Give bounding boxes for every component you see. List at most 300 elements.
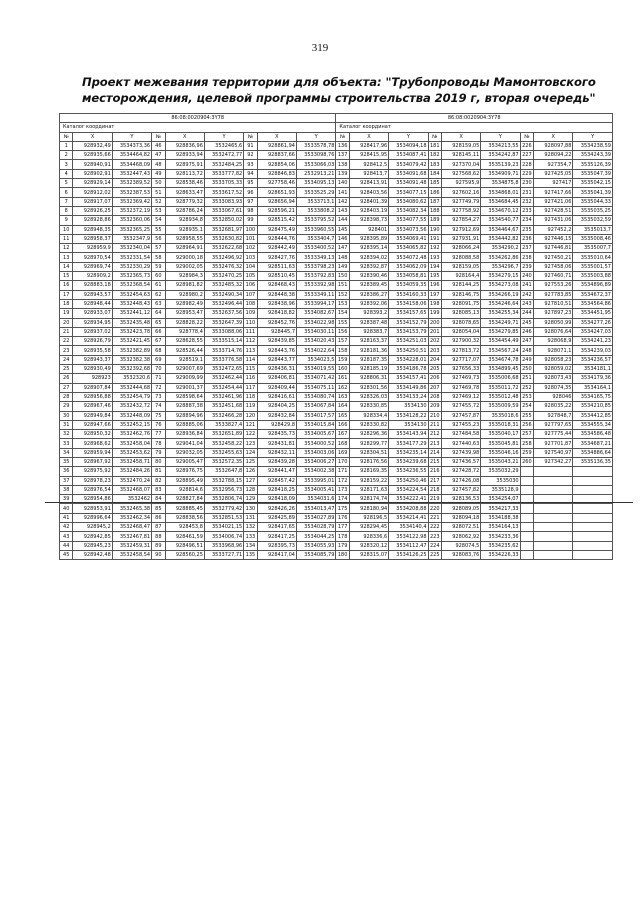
y-coordinate-cell — [573, 476, 613, 485]
y-coordinate-cell: 3534226,33 — [481, 550, 520, 559]
y-coordinate-cell: 3533777,82 — [204, 169, 243, 178]
x-coordinate-cell: 928416,61 — [257, 392, 296, 401]
x-coordinate-cell: 927458,06 — [534, 262, 573, 271]
x-coordinate-cell: 928933,07 — [73, 309, 112, 318]
point-number-cell: 212 — [429, 431, 440, 438]
y-coordinate-cell — [573, 541, 613, 550]
x-coordinate-cell: 928059,02 — [534, 365, 573, 374]
point-number-cell: 196 — [429, 282, 440, 289]
point-number-cell: 44 — [60, 541, 73, 550]
point-number-cell: 88 — [152, 532, 165, 541]
point-number-cell: 36 — [60, 467, 73, 476]
y-coordinate-cell: 3532448,09 — [112, 411, 151, 420]
y-coordinate-cell: 3532956,73 — [204, 485, 243, 494]
point-number-cell: 167 — [337, 431, 348, 438]
point-number-cell: 61 — [152, 281, 165, 290]
y-coordinate-cell: 3534031,6 — [297, 495, 336, 504]
y-coordinate-cell: 3534157,65 — [389, 309, 428, 318]
y-coordinate-cell: 3532630,82 — [204, 234, 243, 243]
x-coordinate-cell: 927439,98 — [441, 448, 480, 457]
y-coordinate-cell: 3534022,98 — [297, 318, 336, 327]
y-coordinate-cell: 2532913,21 — [297, 169, 336, 178]
y-coordinate-cell: 3534021,15 — [204, 523, 243, 532]
x-coordinate-cell: 928071,1 — [534, 346, 573, 355]
point-number-cell: 207 — [429, 384, 440, 391]
y-coordinate-cell: 3535128,9 — [481, 485, 520, 494]
x-coordinate-cell: 928094,18 — [441, 513, 480, 522]
x-coordinate-cell: 927342,27 — [534, 457, 573, 466]
point-number-cell: 203 — [429, 347, 440, 354]
y-coordinate-cell: 3534177,29 — [389, 439, 428, 448]
point-number-cell: 70 — [152, 365, 165, 374]
y-coordinate-cell: 3533968,96 — [204, 541, 243, 550]
x-coordinate-cell: 928519,1 — [165, 355, 204, 364]
x-coordinate-cell: 928074,35 — [534, 383, 573, 392]
column-header: X — [441, 132, 480, 141]
point-number-cell: 5 — [60, 179, 73, 188]
point-number-cell: 40 — [60, 504, 73, 513]
point-number-cell: 152 — [337, 291, 348, 298]
point-number-cell: 148 — [337, 254, 348, 261]
x-coordinate-cell: 927656,33 — [441, 365, 480, 374]
point-number-cell: 221 — [429, 514, 440, 521]
y-coordinate-cell: 3533515,14 — [204, 337, 243, 346]
point-number-cell: 57 — [152, 244, 165, 253]
y-coordinate-cell: 3532320,6 — [112, 374, 151, 383]
point-number-cell: 117 — [245, 384, 256, 391]
y-coordinate-cell: 3533960,55 — [297, 225, 336, 234]
point-number-cell: 64 — [152, 309, 165, 318]
point-number-cell: 111 — [245, 328, 256, 335]
point-number-cell: 101 — [245, 236, 256, 242]
x-coordinate-cell: 928068,9 — [534, 337, 573, 346]
point-number-cell: 7 — [60, 197, 73, 206]
x-coordinate-cell: 928301,56 — [349, 383, 388, 392]
x-coordinate-cell: 928145,11 — [441, 151, 480, 160]
point-number-cell: 76 — [152, 420, 165, 429]
x-coordinate-cell: 927931,91 — [441, 234, 480, 243]
x-coordinate-cell: 928976,75 — [165, 467, 204, 476]
x-coordinate-cell: 927540,97 — [534, 448, 573, 457]
point-number-cell — [520, 532, 533, 541]
point-number-cell: 204 — [429, 356, 440, 363]
point-number-cell — [520, 513, 533, 522]
point-number-cell: 217 — [429, 477, 440, 484]
x-coordinate-cell: 928417,96 — [349, 141, 388, 150]
y-coordinate-cell: 3534019,55 — [297, 365, 336, 374]
y-coordinate-cell: 3534442,82 — [481, 234, 520, 243]
point-number-cell: 197 — [429, 291, 440, 298]
point-number-cell: 246 — [522, 328, 532, 335]
point-number-cell: 72 — [152, 383, 165, 392]
point-number-cell: 138 — [337, 161, 348, 168]
y-coordinate-cell: 3534140,4 — [389, 523, 428, 532]
column-header: Y — [204, 132, 243, 141]
y-coordinate-cell: 3534210,85 — [573, 402, 613, 411]
y-coordinate-cell: 3535139,23 — [481, 160, 520, 169]
point-number-cell: 19 — [60, 309, 73, 318]
y-coordinate-cell: 3532496,92 — [204, 253, 243, 262]
point-number-cell: 83 — [152, 485, 165, 494]
x-coordinate-cell: 927897,23 — [534, 309, 573, 318]
x-coordinate-cell: 928159,05 — [441, 141, 480, 150]
point-number-cell: 96 — [244, 188, 257, 197]
point-number-cell: 252 — [522, 384, 532, 391]
y-coordinate-cell: 3534160,33 — [389, 290, 428, 299]
x-coordinate-cell: 928417,25 — [257, 532, 296, 541]
x-coordinate-cell: 928940,91 — [73, 160, 112, 169]
y-coordinate-cell: 3532496,44 — [204, 299, 243, 308]
y-coordinate-cell: 3533349,11 — [297, 290, 336, 299]
y-coordinate-cell — [573, 504, 613, 513]
point-number-cell: 153 — [337, 301, 348, 308]
x-coordinate-cell: 927797,65 — [534, 420, 573, 429]
table-row — [60, 281, 613, 290]
x-coordinate-cell: 927455,72 — [441, 402, 480, 411]
y-coordinate-cell: 3534164,13 — [481, 523, 520, 532]
x-coordinate-cell: 928413,91 — [349, 179, 388, 188]
y-coordinate-cell: 3534277,26 — [573, 318, 613, 327]
point-number-cell: 245 — [522, 319, 532, 326]
y-coordinate-cell: 3532651,89 — [204, 430, 243, 439]
point-number-cell: 224 — [429, 542, 440, 549]
point-number-cell: 155 — [337, 319, 348, 326]
point-number-cell: 30 — [60, 411, 73, 420]
x-coordinate-cell: 928894,96 — [165, 411, 204, 420]
y-coordinate-cell: 3534133,24 — [389, 392, 428, 401]
point-number-cell: 71 — [152, 374, 165, 383]
point-number-cell: 142 — [337, 198, 348, 205]
y-coordinate-cell: 3533705,33 — [204, 179, 243, 188]
column-header-row — [60, 132, 613, 141]
y-coordinate-cell: 3534279,15 — [481, 272, 520, 281]
point-number-cell: 116 — [245, 375, 256, 382]
point-number-cell: 12 — [60, 244, 73, 253]
point-number-cell: 259 — [522, 449, 532, 456]
point-number-cell: 175 — [337, 505, 348, 512]
y-coordinate-cell: 3535042,15 — [573, 179, 613, 188]
y-coordinate-cell: 3532851,53 — [204, 513, 243, 522]
x-coordinate-cell: 927701,87 — [534, 439, 573, 448]
point-number-cell: 54 — [152, 216, 165, 225]
y-coordinate-cell: 3532454,79 — [112, 392, 151, 401]
point-number-cell — [520, 467, 533, 476]
point-number-cell: 67 — [152, 337, 165, 346]
column-header: Y — [573, 132, 613, 141]
point-number-cell: 93 — [244, 160, 257, 169]
point-number-cell: 201 — [429, 328, 440, 335]
x-coordinate-cell: 928386,27 — [349, 290, 388, 299]
x-coordinate-cell — [534, 485, 573, 494]
point-number-cell: 183 — [429, 161, 440, 168]
point-number-cell: 6 — [60, 188, 73, 197]
point-number-cell: 48 — [152, 160, 165, 169]
x-coordinate-cell — [534, 504, 573, 513]
x-coordinate-cell: 927783,85 — [534, 290, 573, 299]
y-coordinate-cell: 3532459,31 — [112, 541, 151, 550]
x-coordinate-cell: 928976,54 — [73, 485, 112, 494]
y-coordinate-cell: 3533066,03 — [297, 160, 336, 169]
y-coordinate-cell — [573, 467, 613, 476]
x-coordinate-cell: 928885,06 — [165, 420, 204, 429]
y-coordinate-cell: 3532453,62 — [112, 448, 151, 457]
point-number-cell: 236 — [522, 236, 532, 242]
point-number-cell: 16 — [60, 281, 73, 290]
x-coordinate-cell: 928180,94 — [349, 504, 388, 513]
point-number-cell: 176 — [337, 514, 348, 521]
y-coordinate-cell: 3535041,39 — [573, 188, 613, 197]
y-coordinate-cell: 3532806,74 — [204, 495, 243, 504]
y-coordinate-cell: 3532360,06 — [112, 216, 151, 225]
point-number-cell: 8 — [60, 206, 73, 215]
x-coordinate-cell: 928417,65 — [257, 523, 296, 532]
x-coordinate-cell: 928510,45 — [257, 272, 296, 281]
y-coordinate-cell: 3533795,52 — [297, 216, 336, 225]
x-coordinate-cell: 928062,92 — [441, 532, 480, 541]
point-number-cell: 9 — [60, 216, 73, 225]
x-coordinate-cell: 927758,46 — [257, 179, 296, 188]
point-number-cell: 29 — [60, 402, 73, 411]
x-coordinate-cell: 928085,13 — [441, 309, 480, 318]
y-coordinate-cell: 3534290,2 — [481, 244, 520, 253]
point-number-cell: 211 — [429, 421, 440, 428]
y-coordinate-cell: 3534451,95 — [573, 309, 613, 318]
y-coordinate-cell: 3534000,52 — [297, 439, 336, 448]
y-coordinate-cell: 3532382,38 — [112, 355, 151, 364]
column-header: № — [60, 132, 73, 141]
x-coordinate-cell: 928967,92 — [73, 457, 112, 466]
point-number-cell: 25 — [60, 365, 73, 374]
y-coordinate-cell: 3532467,81 — [112, 532, 151, 541]
x-coordinate-cell: 928949,84 — [73, 411, 112, 420]
x-coordinate-cell: 928954,86 — [73, 495, 112, 504]
table-row — [60, 392, 613, 401]
x-coordinate-cell: 928854,06 — [257, 160, 296, 169]
y-coordinate-cell: 3534028,79 — [297, 523, 336, 532]
y-coordinate-cell: 3534128,22 — [389, 411, 428, 420]
x-coordinate-cell: 928838,56 — [165, 513, 204, 522]
y-coordinate-cell: 3532454,44 — [204, 383, 243, 392]
y-coordinate-cell: 3534241,23 — [573, 337, 613, 346]
y-coordinate-cell: 3534239,03 — [573, 346, 613, 355]
y-coordinate-cell: 3532468,47 — [112, 523, 151, 532]
x-coordinate-cell: 928907,84 — [73, 383, 112, 392]
y-coordinate-cell: 3534239,68 — [389, 457, 428, 466]
x-coordinate-cell: 928395,14 — [349, 244, 388, 253]
y-coordinate-cell: 3534082,34 — [389, 206, 428, 215]
x-coordinate-cell: 928511,63 — [257, 262, 296, 271]
point-number-cell: 121 — [245, 421, 256, 428]
point-number-cell: 139 — [337, 170, 348, 177]
point-number-cell: 89 — [152, 541, 165, 550]
catalog-label-left: Каталог координат — [60, 123, 336, 132]
point-number-cell: 32 — [60, 430, 73, 439]
y-coordinate-cell: 3534077,15 — [389, 188, 428, 197]
point-number-cell: 2 — [60, 151, 73, 160]
point-number-cell: 21 — [60, 327, 73, 336]
point-number-cell: 220 — [429, 505, 440, 512]
x-coordinate-cell: 928468,43 — [257, 281, 296, 290]
table-row — [60, 355, 613, 364]
y-coordinate-cell: 3534266,19 — [481, 290, 520, 299]
x-coordinate-cell: 928902,91 — [73, 169, 112, 178]
x-coordinate-cell: 928926,25 — [73, 206, 112, 215]
point-number-cell: 258 — [522, 440, 532, 447]
point-number-cell: 60 — [152, 272, 165, 281]
x-coordinate-cell: 929032,05 — [165, 448, 204, 457]
y-coordinate-cell: 3532485,32 — [204, 281, 243, 290]
x-coordinate-cell: 929041,04 — [165, 439, 204, 448]
point-number-cell: 52 — [152, 197, 165, 206]
x-coordinate-cell: 928418,09 — [257, 495, 296, 504]
point-number-cell: 125 — [245, 459, 256, 466]
y-coordinate-cell: 3532444,68 — [112, 383, 151, 392]
y-coordinate-cell: 3532455,63 — [204, 448, 243, 457]
point-number-cell: 113 — [245, 347, 256, 354]
y-coordinate-cell: 3534015,84 — [297, 420, 336, 429]
table-row — [60, 299, 613, 308]
y-coordinate-cell: 3532340,04 — [112, 244, 151, 253]
x-coordinate-cell: 928633,47 — [165, 188, 204, 197]
x-coordinate-cell: 928814,6 — [165, 485, 204, 494]
point-number-cell: 81 — [152, 467, 165, 476]
point-number-cell: 235 — [522, 226, 532, 233]
x-coordinate-cell: 927717,07 — [441, 355, 480, 364]
x-coordinate-cell: 927810,51 — [534, 299, 573, 308]
point-number-cell: 156 — [337, 328, 348, 335]
point-number-cell: 59 — [152, 262, 165, 271]
column-header: Y — [297, 132, 336, 141]
column-header: X — [165, 132, 204, 141]
y-coordinate-cell — [573, 485, 613, 494]
x-coordinate-cell: 927595,9 — [441, 179, 480, 188]
y-coordinate-cell: 3535035,25 — [573, 206, 613, 215]
x-coordinate-cell: 928928,86 — [73, 216, 112, 225]
point-number-cell: 65 — [152, 318, 165, 327]
point-number-cell: 94 — [244, 169, 257, 178]
point-number-cell: 45 — [60, 550, 73, 559]
point-number-cell: 39 — [60, 495, 73, 504]
x-coordinate-cell: 928058,23 — [534, 355, 573, 364]
x-coordinate-cell: 928412,5 — [349, 160, 388, 169]
x-coordinate-cell: 928967,46 — [73, 402, 112, 411]
point-number-cell: 260 — [522, 459, 532, 466]
y-coordinate-cell: 3535009,59 — [481, 402, 520, 411]
y-coordinate-cell: 3532347,9 — [112, 234, 151, 243]
table-row — [60, 318, 613, 327]
y-coordinate-cell: 3532647,39 — [204, 318, 243, 327]
point-number-cell: 214 — [429, 449, 440, 456]
y-coordinate-cell: 3534242,87 — [481, 151, 520, 160]
x-coordinate-cell: 928035,22 — [534, 402, 573, 411]
y-coordinate-cell: 3534670,12 — [481, 206, 520, 215]
point-number-cell: 208 — [429, 394, 440, 401]
y-coordinate-cell: 3532451,68 — [204, 402, 243, 411]
y-coordinate-cell: 3534233,36 — [481, 532, 520, 541]
x-coordinate-cell: 928136,53 — [441, 495, 480, 504]
document-title — [82, 74, 602, 106]
y-coordinate-cell: 3535018,31 — [481, 420, 520, 429]
point-number-cell: 190 — [429, 226, 440, 233]
y-coordinate-cell: 3532472,65 — [204, 365, 243, 374]
point-number-cell: 222 — [429, 524, 440, 531]
y-coordinate-cell: 3535011,72 — [481, 383, 520, 392]
point-number-cell: 130 — [245, 505, 256, 512]
x-coordinate-cell: 928439,28 — [257, 457, 296, 466]
point-number-cell: 31 — [60, 420, 73, 429]
point-number-cell: 198 — [429, 301, 440, 308]
y-coordinate-cell: 3534555,34 — [573, 420, 613, 429]
y-coordinate-cell: 3534412,85 — [573, 411, 613, 420]
y-coordinate-cell: 3533404,7 — [297, 234, 336, 243]
x-coordinate-cell: 928436,31 — [257, 365, 296, 374]
column-header: Y — [389, 132, 428, 141]
point-number-cell: 114 — [245, 356, 256, 363]
point-number-cell: 257 — [522, 431, 532, 438]
y-coordinate-cell: 3535045,81 — [481, 439, 520, 448]
x-coordinate-cell: 928159,05 — [441, 262, 480, 271]
x-coordinate-cell: 928515,42 — [257, 216, 296, 225]
point-number-cell: 46 — [152, 141, 165, 150]
x-coordinate-cell: 928935,58 — [73, 346, 112, 355]
table-row — [60, 504, 613, 513]
y-coordinate-cell: 3532484,26 — [112, 467, 151, 476]
x-coordinate-cell: 928444,76 — [257, 234, 296, 243]
point-number-cell: 177 — [337, 524, 348, 531]
x-coordinate-cell: 928942,48 — [73, 550, 112, 559]
point-number-cell: 244 — [522, 310, 532, 317]
point-number-cell: 132 — [245, 524, 256, 531]
x-coordinate-cell: 928968,62 — [73, 439, 112, 448]
table-row — [60, 272, 613, 281]
x-coordinate-cell: 928836,96 — [165, 141, 204, 150]
x-coordinate-cell: 928828,22 — [165, 318, 204, 327]
x-coordinate-cell: 928438,96 — [257, 299, 296, 308]
point-number-cell: 185 — [429, 180, 440, 187]
y-coordinate-cell: 3533392,98 — [297, 281, 336, 290]
coordinate-catalog-table — [59, 113, 613, 560]
table-row — [60, 309, 613, 318]
x-coordinate-cell: 928837,66 — [257, 151, 296, 160]
y-coordinate-cell: 3534464,67 — [481, 225, 520, 234]
x-coordinate-cell: 928981,82 — [165, 281, 204, 290]
table-row — [60, 337, 613, 346]
x-coordinate-cell: 928174,74 — [349, 495, 388, 504]
y-coordinate-cell: 3534454,49 — [481, 337, 520, 346]
x-coordinate-cell: 928417,04 — [257, 550, 296, 559]
point-number-cell: 109 — [245, 310, 256, 317]
x-coordinate-cell: 928144,25 — [441, 281, 480, 290]
point-number-cell: 120 — [245, 412, 256, 419]
point-number-cell: 122 — [245, 431, 256, 438]
y-coordinate-cell: 3534158,06 — [389, 299, 428, 308]
y-coordinate-cell: 3534062,09 — [389, 262, 428, 271]
point-number-cell: 43 — [60, 532, 73, 541]
x-coordinate-cell: 928651,93 — [257, 188, 296, 197]
x-coordinate-cell: 928948,35 — [73, 225, 112, 234]
table-row — [60, 523, 613, 532]
table-row — [60, 327, 613, 336]
point-number-cell: 127 — [245, 477, 256, 484]
y-coordinate-cell: 3534567,24 — [481, 346, 520, 355]
y-coordinate-cell: 3534464,82 — [112, 151, 151, 160]
x-coordinate-cell: 928937,02 — [73, 327, 112, 336]
x-coordinate-cell: 928394,02 — [349, 253, 388, 262]
point-number-cell: 41 — [60, 513, 73, 522]
point-number-cell: 205 — [429, 366, 440, 373]
x-coordinate-cell: 928887,38 — [165, 402, 204, 411]
point-number-cell: 42 — [60, 523, 73, 532]
